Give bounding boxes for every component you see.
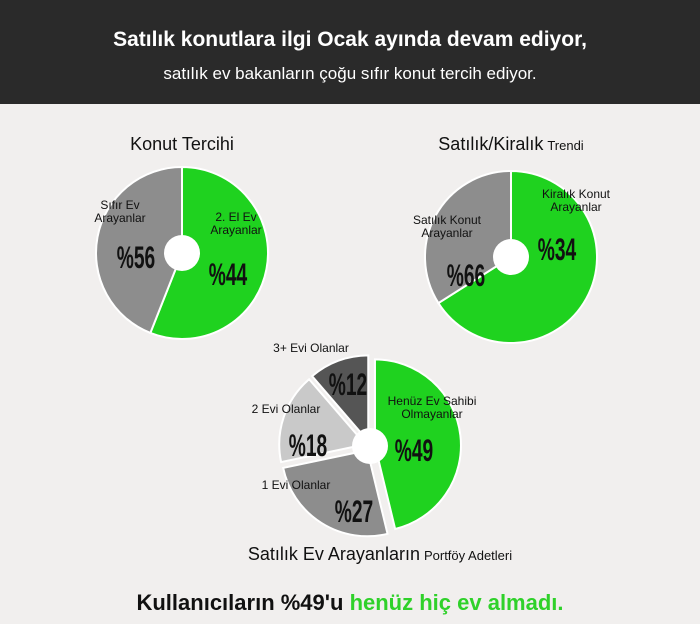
chart-title-2: Satılık/Kiralık Trendi: [438, 134, 584, 154]
slice-percent-1-2: %44: [208, 258, 248, 293]
pie-center-hole: [493, 239, 529, 275]
slice-label-1-2: 2. El Ev Arayanlar: [210, 210, 262, 237]
slice-percent-3-1: %49: [394, 434, 434, 469]
slice-percent-3-3: %18: [288, 429, 328, 464]
slice-percent-1-1: %56: [116, 241, 156, 276]
slice-label-3-2: 1 Evi Olanlar: [261, 478, 331, 492]
slice-label-3-3: 2 Evi Olanlar: [251, 402, 321, 416]
chart-title-3: Satılık Ev Arayanların Portföy Adetleri: [247, 544, 513, 564]
footer-highlight: henüz hiç ev almadı.: [349, 590, 564, 615]
slice-label-2-1: Satılık Konut Arayanlar: [412, 213, 482, 240]
pie-center-hole: [164, 235, 200, 271]
slice-percent-2-1: %66: [446, 259, 486, 294]
pie-center-hole: [352, 428, 388, 464]
slice-label-3-4: 3+ Evi Olanlar: [273, 341, 349, 355]
chart-title-1: Konut Tercihi: [130, 134, 234, 154]
slice-percent-3-4: %12: [328, 368, 368, 403]
slice-percent-3-2: %27: [334, 495, 374, 530]
footer-prefix: Kullanıcıların %49'u: [136, 590, 350, 615]
header-title: Satılık konutlara ilgi Ocak ayında devam ediyor,: [113, 28, 587, 51]
slice-label-1-1: Sıfır Ev Arayanlar: [94, 198, 146, 225]
slice-label-2-2: Kiralık Konut Arayanlar: [541, 187, 611, 214]
footer-statement: [0, 590, 700, 616]
slice-label-3-1: Henüz Ev Sahibi Olmayanlar: [387, 394, 477, 421]
header-subtitle: satılık ev bakanların çoğu sıfır konut tercih ediyor.: [163, 64, 537, 83]
slice-percent-2-2: %34: [537, 233, 577, 268]
